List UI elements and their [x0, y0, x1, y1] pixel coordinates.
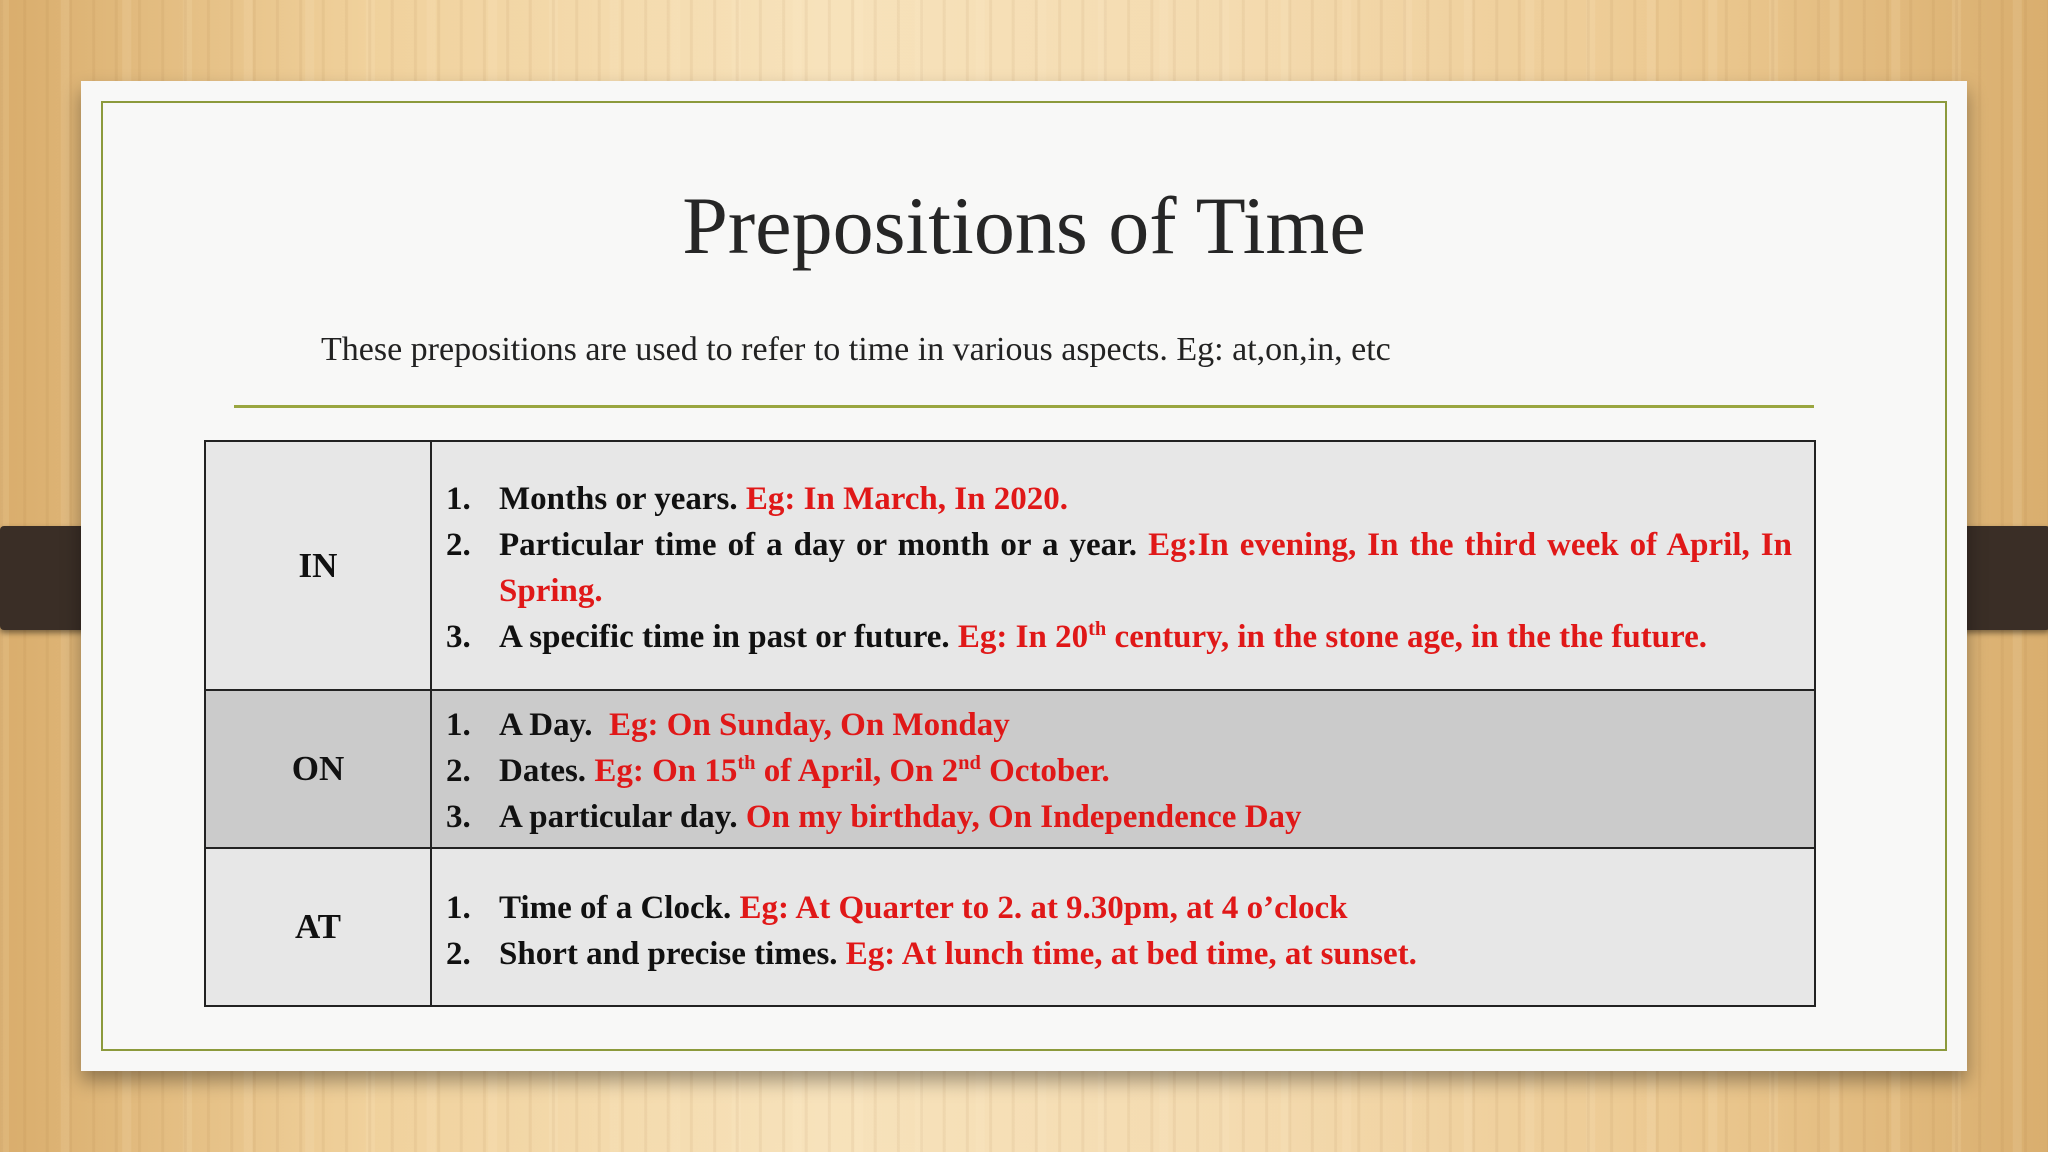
slide-subtitle: These prepositions are used to refer to time in various aspects. Eg: at,on,in, etc: [321, 331, 1391, 368]
item-example: Eg: At lunch time, at bed time, at sunset.: [845, 936, 1417, 972]
example-part: century, in the stone age, in the the future.: [1106, 618, 1707, 655]
table-row-on: [205, 690, 1815, 848]
usage-list: [440, 702, 1792, 840]
prepositions-table: [204, 440, 1816, 1007]
example-part: of April, On 2: [755, 753, 959, 789]
item-text: Particular time of a day or month or a year.: [499, 526, 1149, 563]
item-number: 2.: [446, 936, 471, 972]
list-item: [440, 614, 1792, 660]
table-row-in: [205, 441, 1815, 690]
list-item: [440, 885, 1792, 931]
list-item: [440, 522, 1792, 614]
example-part: Eg: In 20: [957, 618, 1089, 655]
preposition-label: IN: [205, 441, 431, 690]
ordinal-suffix: th: [1088, 617, 1107, 640]
item-example: Eg:In evening, In the third week of April, In Spring.: [499, 526, 1792, 609]
item-text: A particular day.: [499, 799, 746, 835]
ordinal-suffix: th: [737, 752, 756, 774]
item-number: 3.: [446, 799, 471, 835]
example-part: Eg: On 15: [594, 753, 738, 789]
usage-list: [440, 476, 1792, 660]
item-text: A Day.: [499, 707, 610, 743]
usage-cell: [431, 441, 1815, 690]
item-number: 1.: [446, 890, 471, 926]
item-example: On my birthday, On Independence Day: [745, 799, 1302, 835]
preposition-label: ON: [205, 690, 431, 848]
item-text: Time of a Clock.: [499, 890, 740, 926]
list-item: [440, 702, 1792, 748]
preposition-label: AT: [205, 848, 431, 1006]
usage-list: [440, 885, 1792, 977]
table-row-at: [205, 848, 1815, 1006]
item-text: A specific time in past or future.: [499, 618, 958, 655]
item-example: Eg: On Sunday, On Monday: [609, 707, 1010, 743]
item-example: Eg: At Quarter to 2. at 9.30pm, at 4 o’clock: [739, 890, 1348, 926]
item-number: 3.: [446, 618, 471, 655]
list-item: [440, 794, 1792, 840]
title-divider: [234, 405, 1814, 408]
list-item: [440, 748, 1792, 794]
item-text: Months or years.: [499, 480, 746, 517]
list-item: [440, 476, 1792, 522]
item-example: [594, 753, 1110, 789]
item-number: 1.: [446, 707, 471, 743]
example-part: October.: [980, 753, 1110, 789]
item-example: [958, 619, 1707, 655]
usage-cell: [431, 690, 1815, 848]
item-text: Dates.: [499, 753, 595, 789]
list-item: [440, 931, 1792, 977]
item-number: 2.: [446, 753, 471, 789]
slide: [81, 81, 1967, 1071]
usage-cell: [431, 848, 1815, 1006]
item-number: 2.: [446, 526, 471, 563]
item-example: Eg: In March, In 2020.: [745, 480, 1068, 517]
ordinal-suffix: nd: [958, 752, 981, 774]
slide-title: Prepositions of Time: [682, 180, 1366, 271]
item-number: 1.: [446, 480, 471, 517]
item-text: Short and precise times.: [499, 936, 846, 972]
